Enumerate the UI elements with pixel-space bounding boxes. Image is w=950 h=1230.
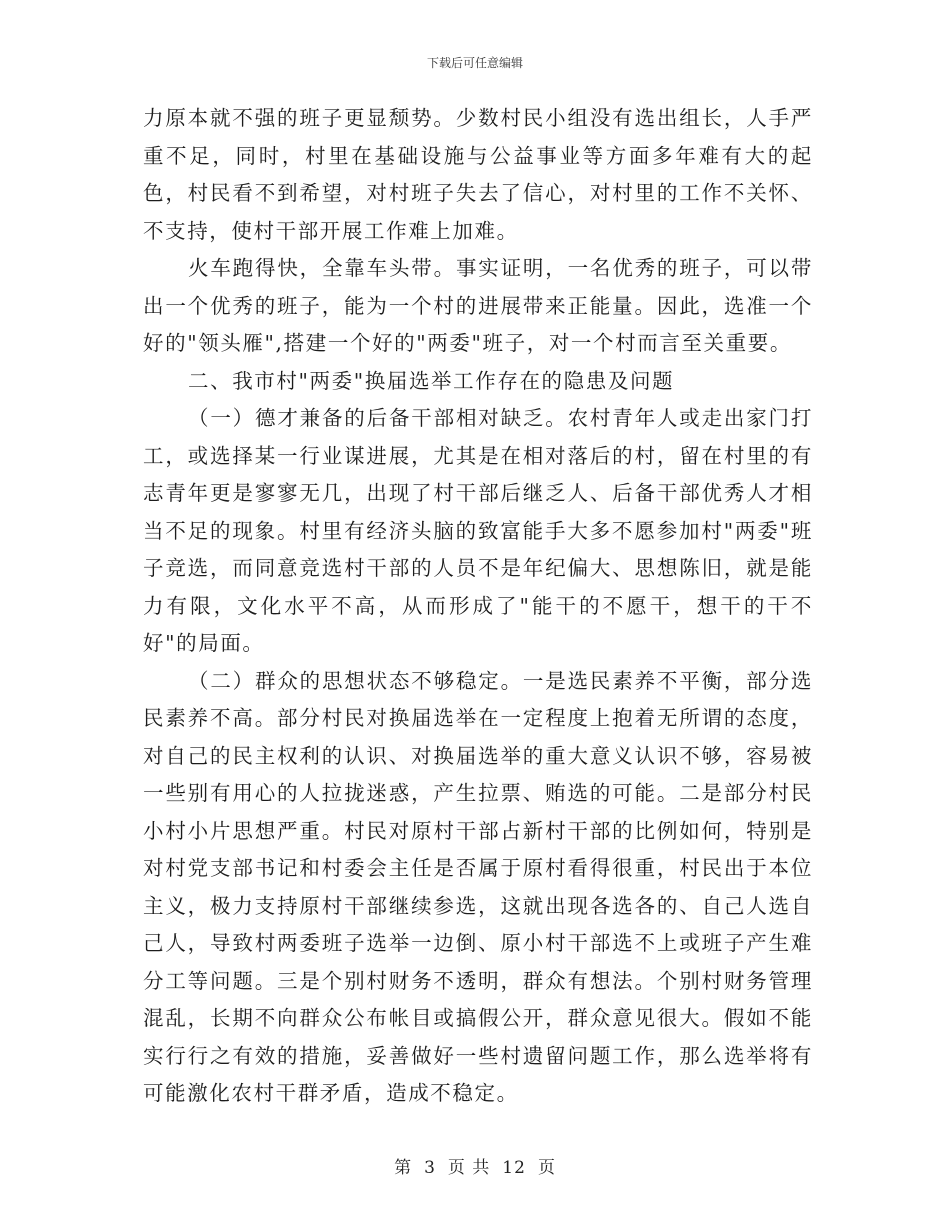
page-label-middle: 页 共 (447, 1158, 491, 1178)
page-footer (0, 1153, 950, 1178)
page-total: 12 (502, 1158, 526, 1178)
paragraph: 火车跑得快，全靠车头带。事实证明，一名优秀的班子，可以带出一个优秀的班子，能为一个村的进展带来正能量。因此，选准一个好的"领头雁",搭建一个好的"两委"班子，对一个村而言至关重要。 (143, 256, 813, 355)
paragraph-continued: 力原本就不强的班子更显颓势。少数村民小组没有选出组长，人手严重不足，同时，村里在基础设施与公益事业等方面多年难有大的起色，村民看不到希望，对村班子失去了信心，对村里的工作不关怀、不支持，使村干部开展工作难上加难。 (143, 106, 813, 243)
paragraph: （二）群众的思想状态不够稳定。一是选民素养不平衡，部分选民素养不高。部分村民对换届选举在一定程度上抱着无所谓的态度，对自己的民主权利的认识、对换届选举的重大意义认识不够，容易被一些别有用心的人拉拢迷惑，产生拉票、贿选的可能。二是部分村民小村小片思想严重。村民对原村干部占新村干部的比例如何，特别是对村党支部书记和村委会主任是否属于原村看得很重，村民出于本位主义，极力支持原村干部继续参选，这就出现各选各的、自己人选自己人，导致村两委班子选举一边倒、原小村干部选不上或班子产生难分工等问题。三是个别村财务不透明，群众有想法。个别村财务管理混乱，长期不向群众公布帐目或搞假公开，群众意见很大。假如不能实行行之有效的措施，妥善做好一些村遗留问题工作，那么选举将有可能激化农村干群矛盾，造成不稳定。 (143, 668, 813, 1105)
page-header: 下载后可任意编辑 (426, 56, 523, 70)
paragraph: （一）德才兼备的后备干部相对缺乏。农村青年人或走出家门打工，或选择某一行业谋进展，尤其是在相对落后的村，留在村里的有志青年更是寥寥无几，出现了村干部后继乏人、后备干部优秀人才相当不足的现象。村里有经济头脑的致富能手大多不愿参加村"两委"班子竞选，而同意竞选村干部的人员不是年纪偏大、思想陈旧，就是能力有限，文化水平不高，从而形成了"能干的不愿干，想干的干不好"的局面。 (143, 406, 813, 655)
page-number: 3 (424, 1158, 436, 1178)
document-body (143, 100, 813, 1113)
page-label-prefix: 第 (394, 1158, 413, 1178)
page-label-suffix: 页 (537, 1158, 556, 1178)
section-heading: 二、我市村"两委"换届选举工作存在的隐患及问题 (188, 368, 675, 393)
